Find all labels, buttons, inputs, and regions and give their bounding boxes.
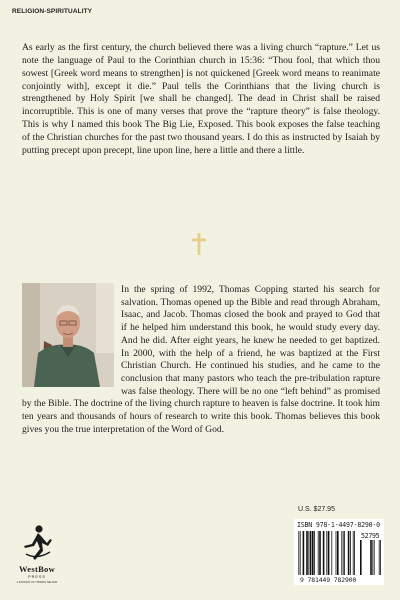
publisher-press: PRESS [28,575,46,579]
publisher-tagline: A DIVISION OF THOMAS NELSON [16,581,58,584]
runner-icon [18,524,56,564]
book-description: As early as the first century, the church believed there was a living church “rapture.” Let us note the language of Paul to the Corinthian church in 15:36: “Thou fool, that which thou sowest [Greek word means to strengthen] is not quickened [Greek word means to reanimate conjointly with], except it die.” Paul tells the Corinthians that the living church is strengthened by Holy Spirit [we shall be changed]. The dead in Christ shall be raised incorruptible. This is one of many verses that prove the “rapture theory” is false theology. This is why I named this book The Big Lie, Exposed. This book exposes the false teaching of the Christian churches for the past two thousand years. I do this as instructed by Isaiah by putting precept upon precept, line upon line, here a little and there a little. [22,42,380,156]
price-label: U.S. $27.95 [298,506,335,513]
barcode [294,519,384,585]
publisher-name: WestBow [18,564,56,574]
isbn-label: ISBN 978-1-4497-8290-0 [297,521,380,529]
price-code: 52795 [361,532,380,540]
author-bio: In the spring of 1992, Thomas Copping started his search for salvation. Thomas opened up the Bible and read through Abraham, Isaac, and Jacob. Thomas closed the book and prayed to God that if he helped him understand this book, he would study every day. And he did. After eight years, he knew he needed to get baptized. In 2000, with the help of a friend, he was baptized at the First Christian Church. He continued his studies, and he came to the conclusion that many pastors who teach the pre-tribulation rapture was false theology. There will be no one “left behind” as promised by the Bible. The doctrine of the living church rapture to heaven is false doctrine. It took him ten years and thousands of hours of research to write this book. Thomas believes this book gives you the true interpretation of the Word of God. [22,284,380,435]
cross-icon [192,233,206,255]
publisher-logo [14,524,60,588]
barcode-digits: 9 781449 782900 [300,576,357,584]
category-label: RELIGION-SPIRITUALITY [12,8,93,15]
